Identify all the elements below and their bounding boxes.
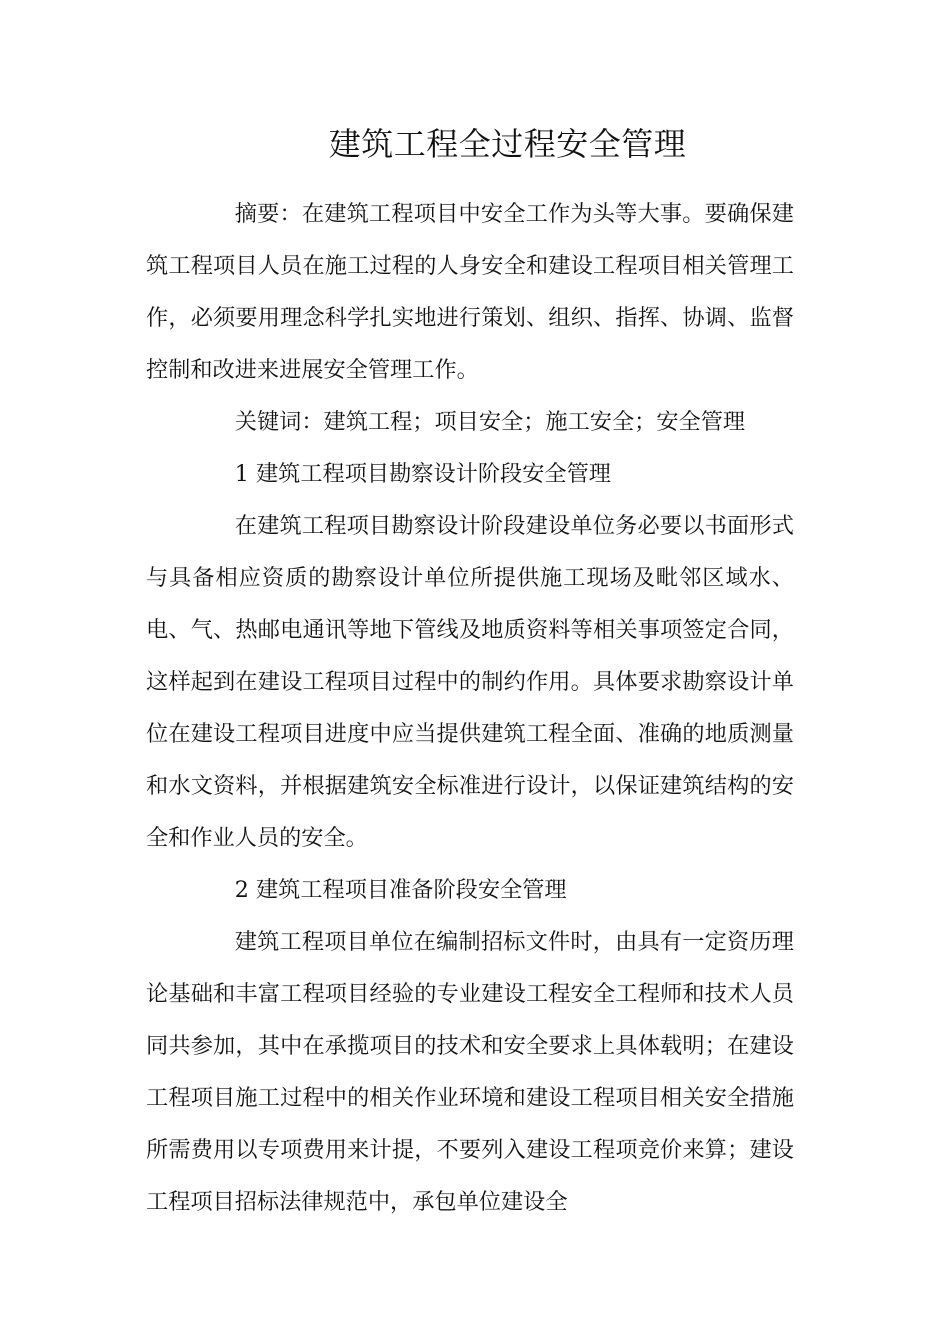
abstract-paragraph: 摘要：在建筑工程项目中安全工作为头等大事。要确保建筑工程项目人员在施工过程的人身安全和建设工程项目相关管理工作，必须要用理念科学扎实地进行策划、组织、指挥、协调、监督控制和改进来进展安全管理工作。 xyxy=(146,201,794,383)
document-body xyxy=(146,188,794,1228)
section-2-heading: 2 建筑工程项目准备阶段安全管理 xyxy=(234,877,567,903)
section-1-heading: 1 建筑工程项目勘察设计阶段安全管理 xyxy=(234,461,611,487)
keywords-line: 关键词：建筑工程；项目安全；施工安全；安全管理 xyxy=(234,409,746,435)
page-title: 建筑工程全过程安全管理 xyxy=(328,125,687,163)
section-1-paragraph: 在建筑工程项目勘察设计阶段建设单位务必要以书面形式与具备相应资质的勘察设计单位所提供施工现场及毗邻区域水、电、气、热邮电通讯等地下管线及地质资料等相关事项签定合同，这样起到在建设工程项目过程中的制约作用。具体要求勘察设计单位在建设工程项目进度中应当提供建筑工程全面、准确的地质测量和水文资料，并根据建筑安全标准进行设计，以保证建筑结构的安全和作业人员的安全。 xyxy=(146,513,794,851)
section-2-paragraph: 建筑工程项目单位在编制招标文件时，由具有一定资历理论基础和丰富工程项目经验的专业建设工程安全工程师和技术人员同共参加，其中在承揽项目的技术和安全要求上具体载明；在建设工程项目施工过程中的相关作业环境和建设工程项目相关安全措施所需费用以专项费用来计提，不要列入建设工程项竞价来算；建设工程项目招标法律规范中，承包单位建设全 xyxy=(146,929,794,1215)
